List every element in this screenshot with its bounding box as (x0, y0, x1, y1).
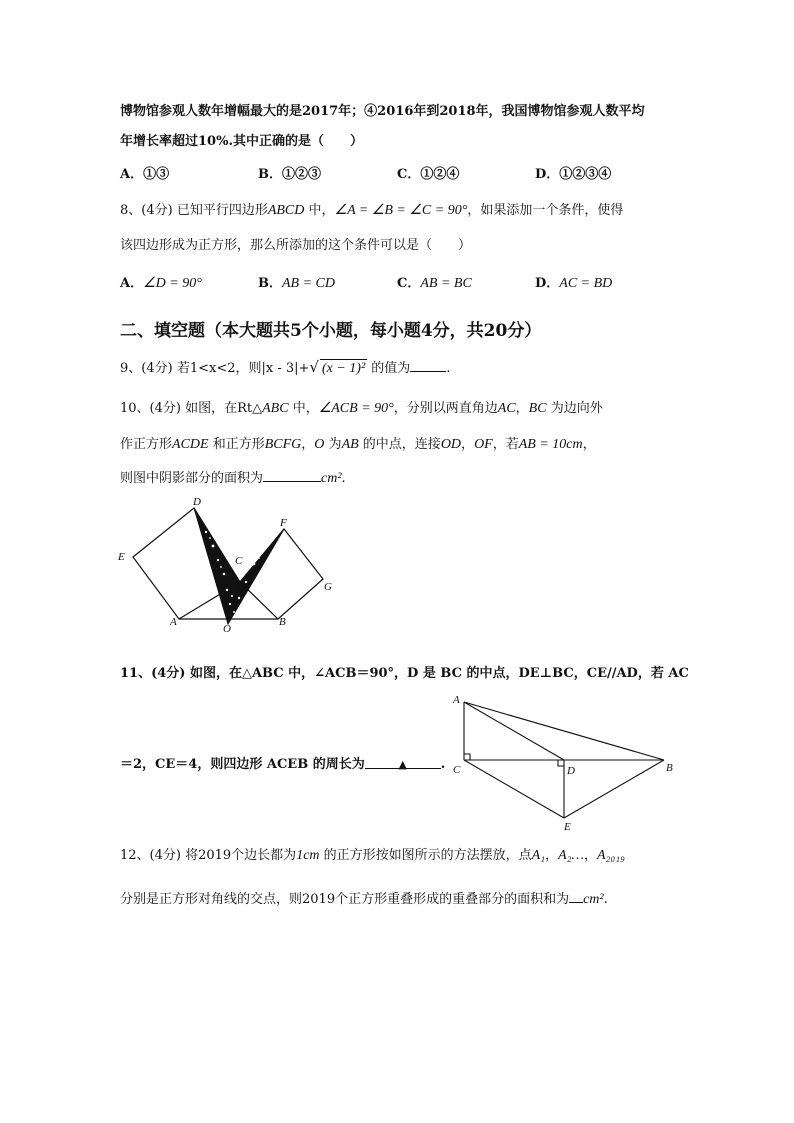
q10-text-line2: 作正方形ACDE 和正方形BCFG，O 为AB 的中点，连接OD，OF，若AB = 10cm， (120, 437, 596, 452)
q12-text-line2: 分别是正方形对角线的交点，则2019个正方形重叠形成的重叠部分的面积和为 cm². (120, 892, 608, 907)
fig11-label-c: C (453, 764, 461, 776)
fig10-label-c: C (235, 555, 243, 567)
q11-answer-blank (365, 756, 441, 769)
q8-option-b: B．AB = CD (258, 276, 335, 291)
fig11-label-b: B (666, 762, 673, 774)
fig10-label-g: G (324, 581, 332, 593)
q8-text-line2: 该四边形成为正方形，那么所添加的这个条件可以是（ ） (120, 238, 472, 253)
q8-mid: 中， (304, 203, 335, 218)
q7-option-d: D．①②③④ (535, 167, 612, 182)
q11-marker: ▲ (398, 758, 407, 771)
q7-text-line1: 博物馆参观人数年增幅最大的是2017年；④2016年到2018年，我国博物馆参观人数平均 (120, 104, 645, 119)
q8-option-d: D．AC = BD (535, 276, 613, 291)
q7-text-line2: 年增长率超过10%.其中正确的是（ ） (120, 134, 363, 149)
fig11-label-a: A (453, 694, 460, 706)
q11-text-line2: ＝2，CE＝4，则四边形 ACEB 的周长为 ▲ . (120, 757, 446, 772)
q11-text-line1: 11、(4分) 如图，在△ABC 中，∠ACB＝90°，D 是 BC 的中点，DE⊥BC，CE//AD，若 AC (120, 666, 689, 681)
q7-option-a: A．①③ (120, 167, 170, 182)
q9-prefix: 9、(4分) 若1<x<2，则|x - 3|+ (120, 361, 310, 376)
fig10-label-b: B (279, 616, 286, 628)
fig10-label-o: O (223, 623, 231, 634)
section-title: 二、填空题（本大题共5个小题，每小题4分，共20分） (120, 321, 542, 341)
q9-text: 9、(4分) 若1<x<2，则|x - 3|+√ (x − 1)² 的值为 . (120, 358, 451, 376)
q10-figure (114, 494, 344, 634)
fig10-label-a: A (170, 616, 177, 628)
segment-ab (464, 702, 664, 760)
q10-answer-blank (263, 469, 321, 482)
q7-option-b: B．①②③ (258, 167, 321, 182)
fig11-label-e: E (564, 821, 571, 830)
q10-text-line1: 10、(4分) 如图，在Rt△ABC 中，∠ACB = 90°，分别以两直角边AC，BC 为边向外 (120, 401, 603, 416)
q8-prefix: 8、(4分) 已知平行四边形 (120, 203, 268, 218)
segment-ce (464, 760, 564, 818)
segment-ad (464, 702, 564, 760)
fig10-label-e: E (118, 551, 125, 563)
q9-sqrt-expr: (x − 1)² (321, 361, 366, 376)
q8-option-c: C．AB = BC (397, 276, 472, 291)
segment-be (564, 760, 664, 818)
right-angle-c (464, 754, 470, 760)
q10-text-line3: 则图中阴影部分的面积为 cm². (120, 471, 346, 486)
q8-text-line1 (120, 202, 623, 220)
right-angle-d (558, 760, 564, 766)
fig10-label-f: F (280, 517, 287, 529)
q8-angles: ∠A = ∠B = ∠C = 90° (334, 203, 468, 218)
q7-option-c: C．①②④ (397, 167, 460, 182)
q8-abcd: ABCD (267, 203, 305, 218)
q9-answer-blank (410, 359, 446, 372)
q11-figure (450, 690, 690, 830)
q12-answer-blank (569, 890, 583, 903)
fig10-label-d: D (193, 496, 201, 508)
q9-suffix: 的值为 (367, 361, 411, 376)
q8-suffix: ，如果添加一个条件，使得 (467, 203, 624, 218)
q12-text-line1: 12、(4分) 将2019个边长都为1cm 的正方形按如图所示的方法摆放，点A₁，A₂…，A₂₀₁₉ (120, 848, 626, 863)
fig11-label-d: D (567, 765, 575, 777)
q8-option-a: A．∠D = 90° (120, 276, 202, 291)
